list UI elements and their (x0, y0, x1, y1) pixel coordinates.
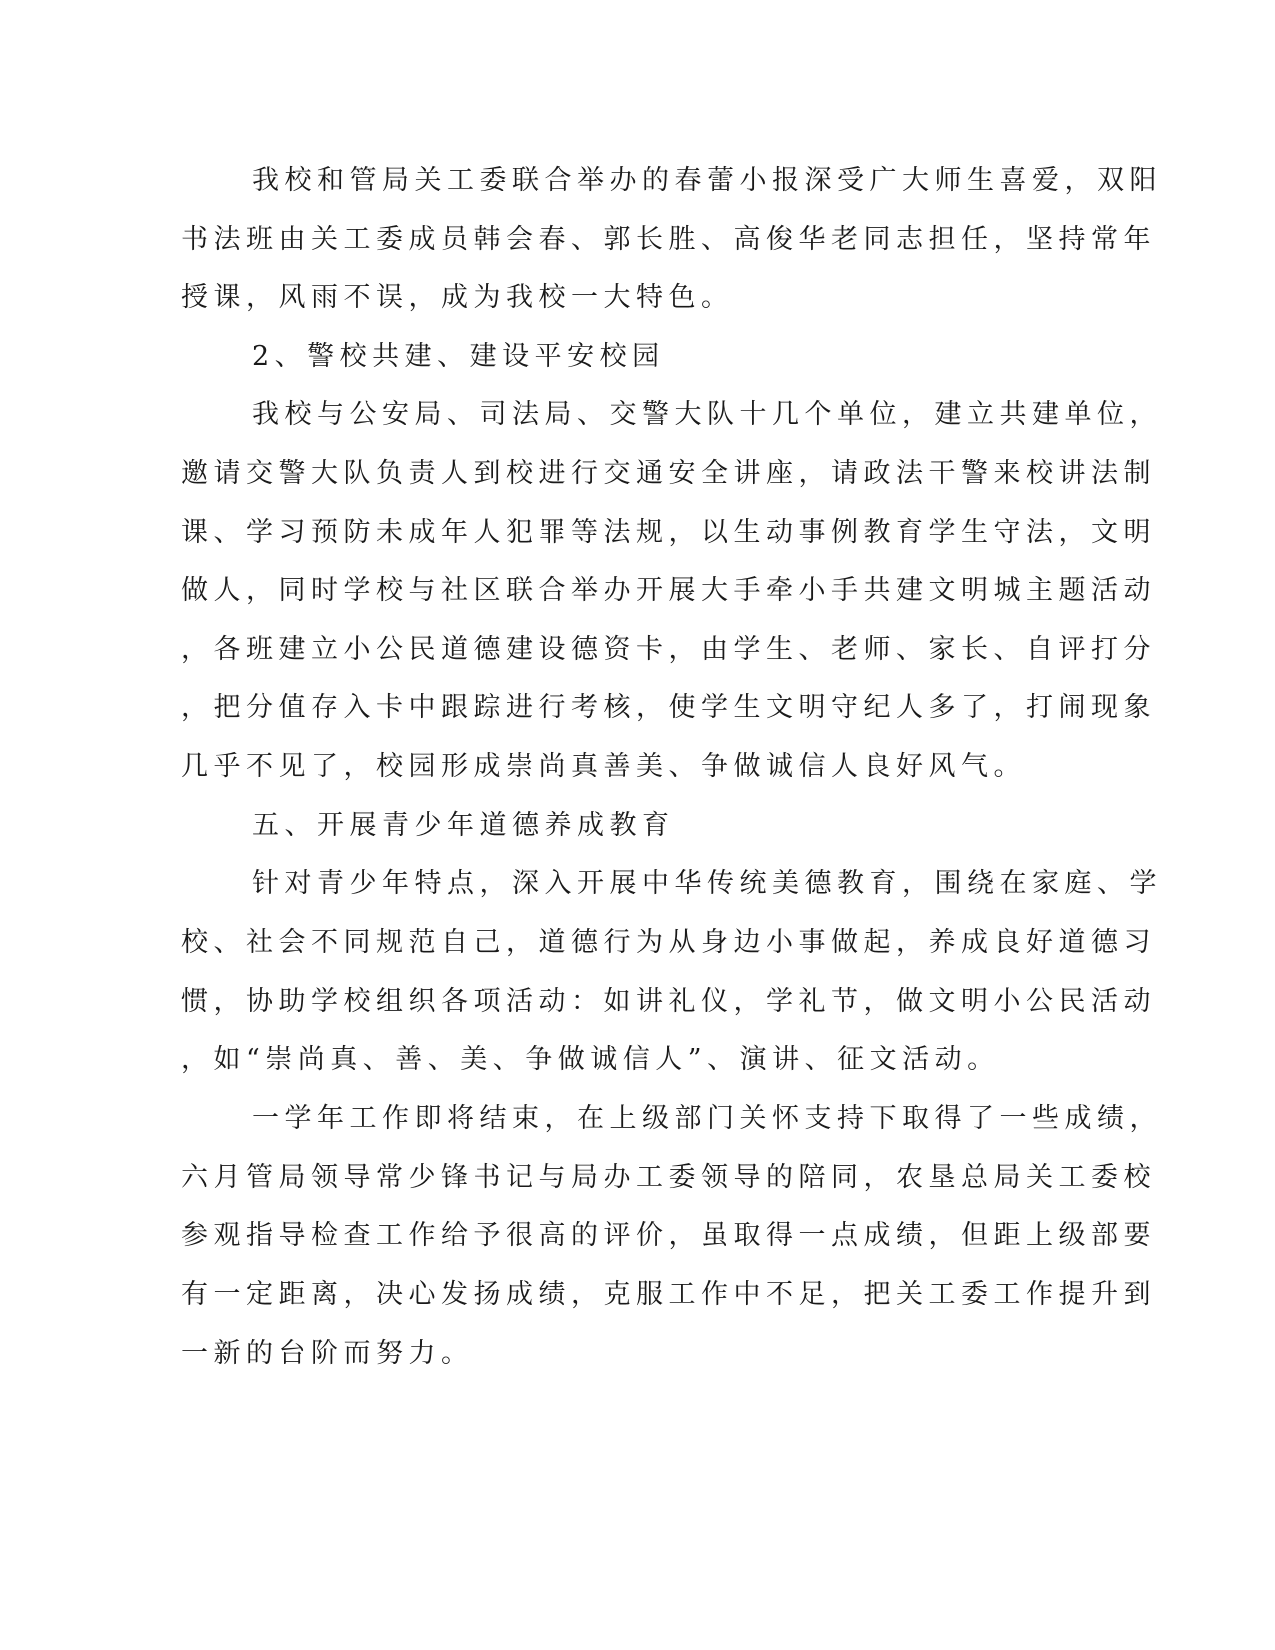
text-line: 一新的台阶而努力。 (181, 1338, 474, 1369)
text-line: 有一定距离，决心发扬成绩，克服工作中不足，把关工委工作提升到 (181, 1279, 1156, 1310)
text-line: 校、社会不同规范自己，道德行为从身边小事做起，养成良好道德习 (181, 927, 1156, 958)
text-line: ，把分值存入卡中跟踪进行考核，使学生文明守纪人多了，打闹现象 (181, 692, 1156, 723)
text-line: 课、学习预防未成年人犯罪等法规，以生动事例教育学生守法，文明 (181, 517, 1156, 548)
text-line: 邀请交警大队负责人到校进行交通安全讲座，请政法干警来校讲法制 (181, 458, 1156, 489)
text-line: ，如“崇尚真、善、美、争做诚信人”、演讲、征文活动。 (181, 1044, 1000, 1075)
text-line: 针对青少年特点，深入开展中华传统美德教育，围绕在家庭、学 (252, 868, 1162, 899)
section-heading: 五、开展青少年道德养成教育 (252, 810, 675, 841)
text-line: ，各班建立小公民道德建设德资卡，由学生、老师、家长、自评打分 (181, 634, 1156, 665)
text-line: 我校与公安局、司法局、交警大队十几个单位，建立共建单位， (252, 399, 1162, 430)
text-line: 授课，风雨不误，成为我校一大特色。 (181, 282, 734, 313)
text-line: 惯，协助学校组织各项活动：如讲礼仪，学礼节，做文明小公民活动 (181, 986, 1156, 1017)
text-line: 参观指导检查工作给予很高的评价，虽取得一点成绩，但距上级部要 (181, 1220, 1156, 1251)
text-line: 书法班由关工委成员韩会春、郭长胜、高俊华老同志担任，坚持常年 (181, 224, 1156, 255)
text-line: 一学年工作即将结束，在上级部门关怀支持下取得了一些成绩， (252, 1103, 1162, 1134)
text-line: 六月管局领导常少锋书记与局办工委领导的陪同，农垦总局关工委校 (181, 1162, 1156, 1193)
text-line: 做人，同时学校与社区联合举办开展大手牵小手共建文明城主题活动 (181, 575, 1156, 606)
text-line: 几乎不见了，校园形成崇尚真善美、争做诚信人良好风气。 (181, 751, 1026, 782)
section-heading: 2、警校共建、建设平安校园 (252, 341, 665, 372)
text-line: 我校和管局关工委联合举办的春蕾小报深受广大师生喜爱，双阳 (252, 165, 1162, 196)
